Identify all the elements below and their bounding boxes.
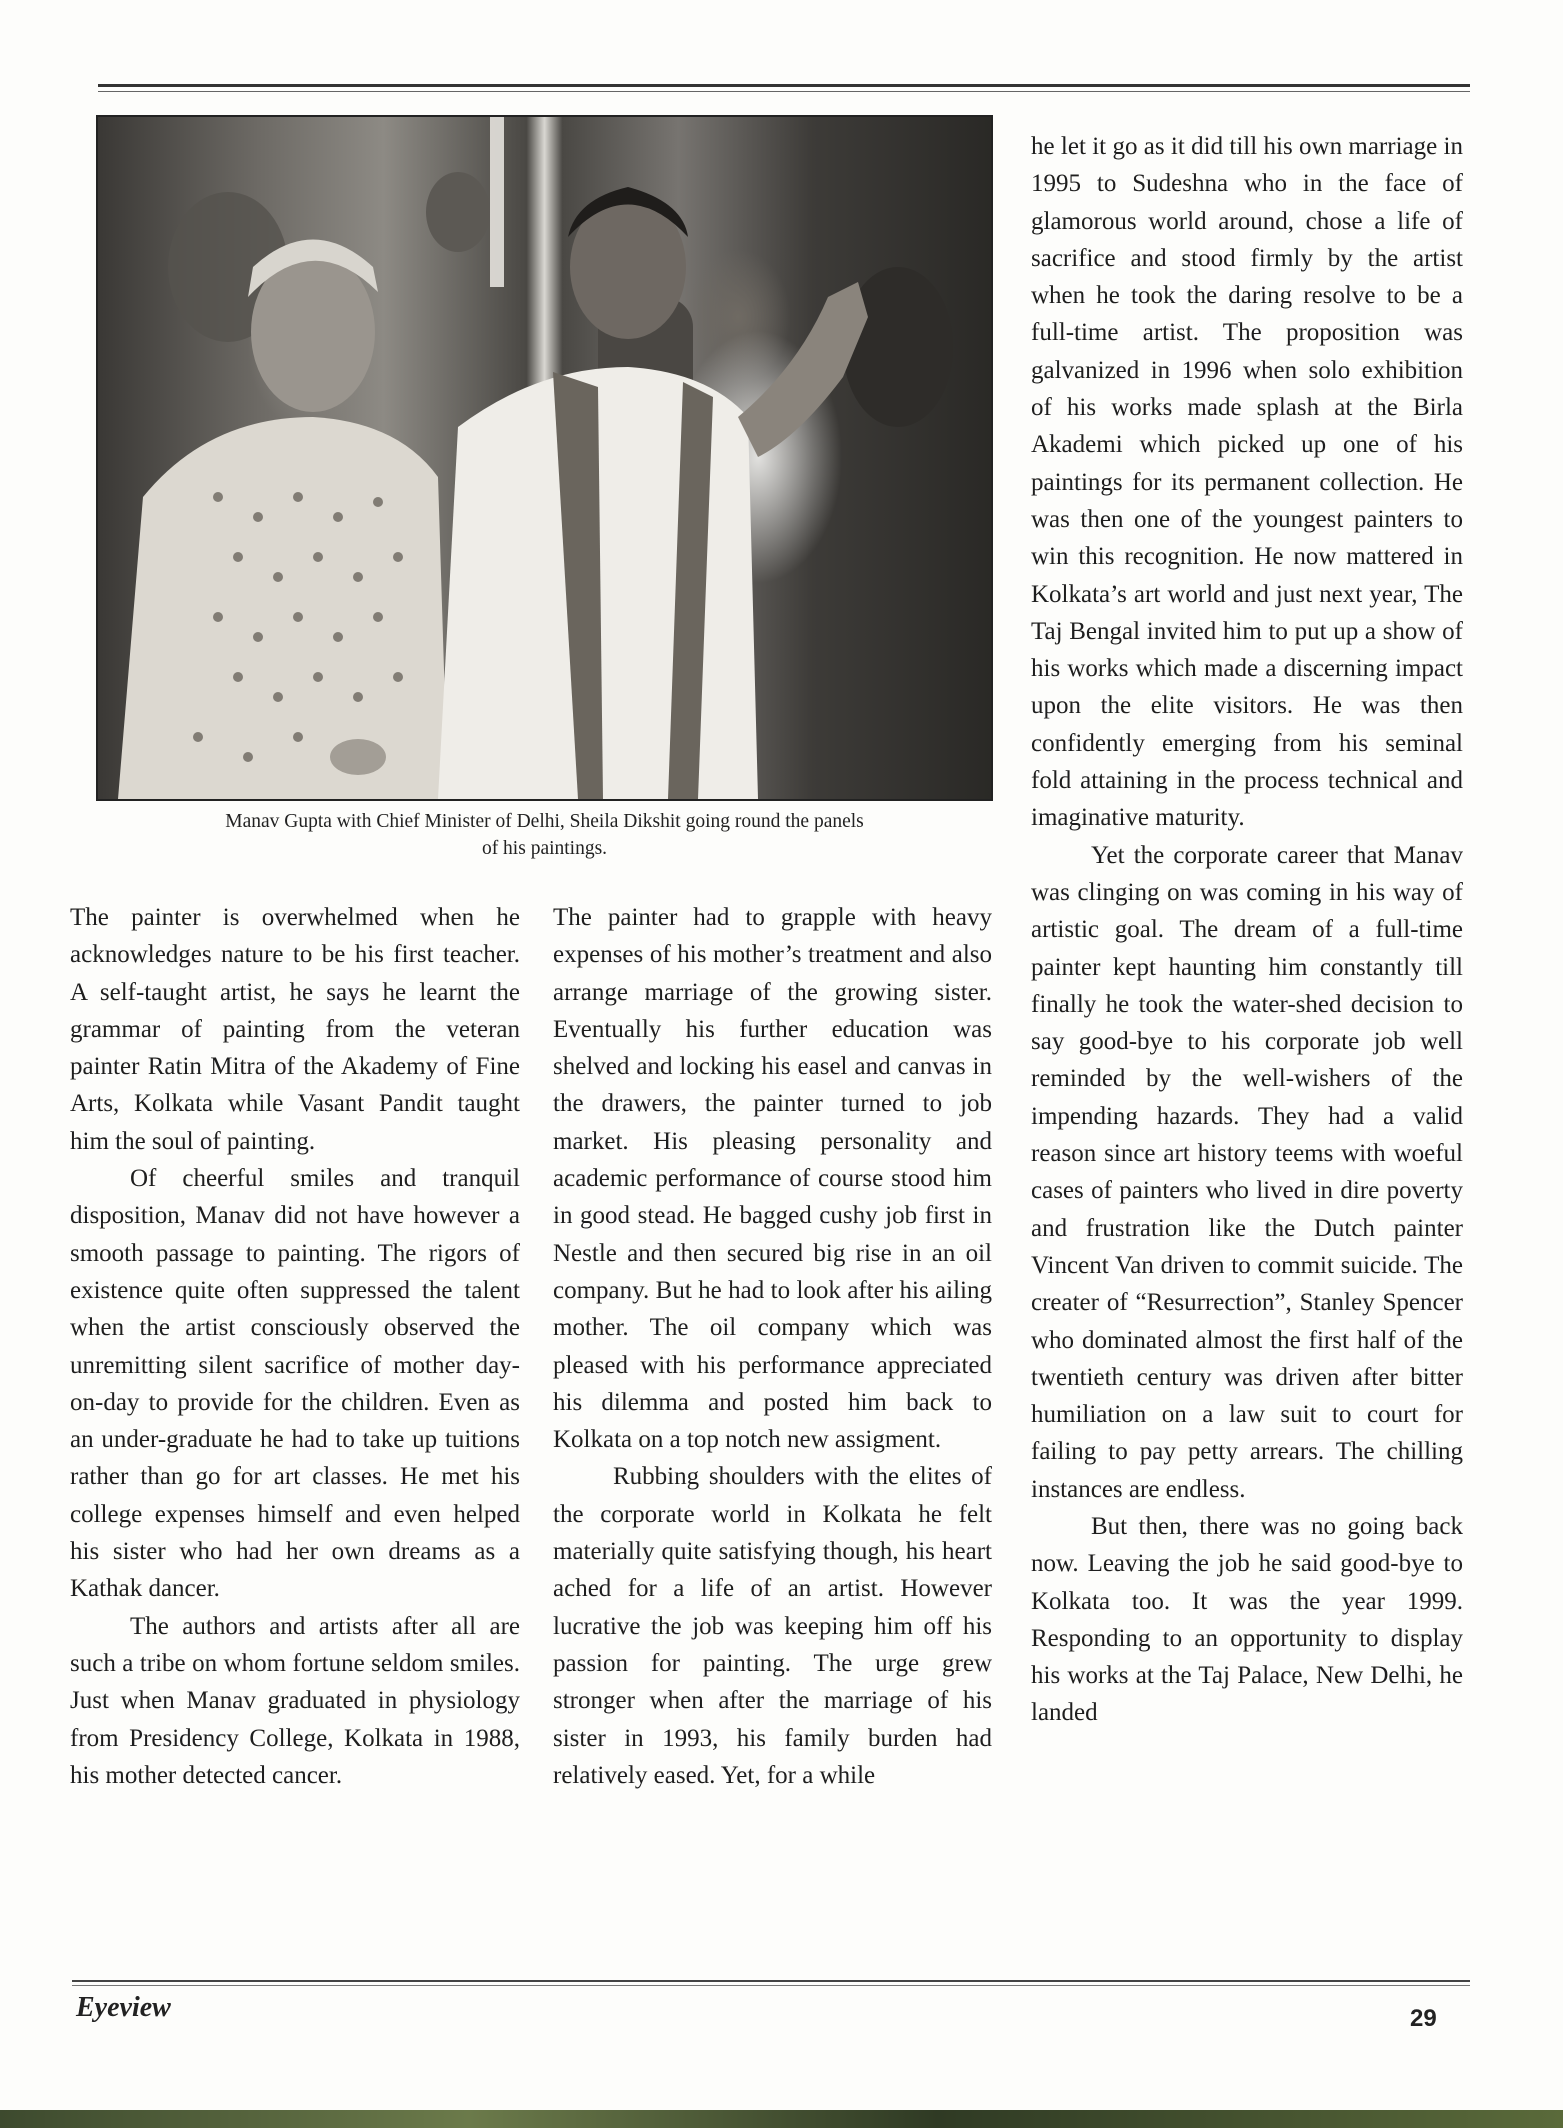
article-column-3: [1031, 128, 1463, 1732]
article-column-1: [70, 899, 520, 1794]
paragraph: he let it go as it did till his own marriage in 1995 to Sudeshna who in the face of glamorous world around, chose a life of sacrifice and stood firmly by the artist when he took the daring resolve to be a full-time artist. The proposition was galvanized in 1996 when solo exhibition of his works made splash at the Birla Akademi which picked up one of his paintings for its permanent collection. He was then one of the youngest painters to win this recognition. He now mattered in Kolkata’s art world and just next year, The Taj Bengal invited him to put up a show of his works which made a discerning impact upon the elite visitors. He was then confidently emerging from his seminal fold attaining in the process technical and imaginative maturity.: [1031, 133, 1463, 832]
photograph-icon: [98, 117, 991, 799]
paragraph: Rubbing shoulders with the elites of the corporate world in Kolkata he felt materially quite satisfying though, his heart ached for a life of an artist. However lucrative the job was keeping him off his passion for painting. The urge grew stronger when after the marriage of his sister in 1993, his family burden had relatively eased. Yet, for a while: [553, 1463, 992, 1789]
caption-line-2: of his paintings.: [481, 838, 608, 859]
paragraph: But then, there was no going back now. Leaving the job he said good-bye to Kolkata too. It was the year 1999. Responding to an opportunity to display his works at the Taj Palace, New Delhi, he landed: [1031, 1512, 1463, 1727]
footer-brand: Eyeview: [76, 1992, 171, 2023]
top-rule: [98, 84, 1470, 87]
paragraph: The painter is overwhelmed when he acknowledges nature to be his first teacher. A self-taught artist, he says he learnt the grammar of painting from the veteran painter Ratin Mitra of the Akademy of Fine Arts, Kolkata while Vasant Pandit taught him the soul of painting.: [70, 904, 520, 1155]
caption-line-1: Manav Gupta with Chief Minister of Delhi, Sheila Dikshit going round the panels: [225, 811, 864, 832]
paragraph: Of cheerful smiles and tranquil disposition, Manav did not have however a smooth passage to painting. The rigors of existence quite often suppressed the talent when the artist consciously observed the unremitting silent sacrifice of mother day-on-day to provide for the children. Even as an under-graduate he had to take up tuitions rather than go for art classes. He met his college expenses himself and even helped his sister who had her own dreams as a Kathak dancer.: [70, 1165, 520, 1603]
article-column-2: [553, 899, 992, 1794]
paragraph: The authors and artists after all are such a tribe on whom fortune seldom smiles. Just when Manav graduated in physiology from Presidency College, Kolkata in 1988, his mother detected cancer.: [70, 1612, 520, 1789]
article-photo: [96, 115, 993, 801]
page-number: 29: [1410, 2005, 1437, 2032]
bottom-rule: [72, 1980, 1470, 1982]
paragraph: The painter had to grapple with heavy expenses of his mother’s treatment and also arrange marriage of the growing sister. Eventually his further education was shelved and locking his easel and canvas in the drawers, the painter turned to job market. His pleasing personality and academic performance of course stood him in good stead. He bagged cushy job first in Nestle and then secured big rise in an oil company. But he had to look after his ailing mother. The oil company which was pleased with his performance appreciated his dilemma and posted him back to Kolkata on a top notch new assigment.: [553, 904, 992, 1454]
photo-caption: [96, 808, 993, 862]
paragraph: Yet the corporate career that Manav was clinging on was coming in his way of artistic goal. The dream of a full-time painter kept haunting him constantly till finally he took the water-shed decision to say good-bye to his corporate job well reminded by the well-wishers of the impending hazards. They had a valid reason since art history teems with woeful cases of painters who lived in dire poverty and frustration like the Dutch painter Vincent Van driven to commit suicide. The creater of “Resurrection”, Stanley Spencer who dominated almost the first half of the twentieth century was driven after bitter humiliation on a law suit to court for failing to pay petty arrears. The chilling instances are endless.: [1031, 841, 1463, 1503]
page-edge-strip: [0, 2110, 1563, 2128]
